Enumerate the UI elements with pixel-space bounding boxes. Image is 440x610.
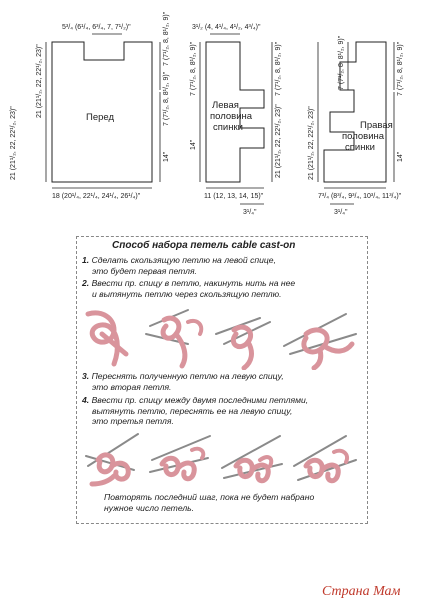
front-label: Перед: [86, 112, 115, 123]
illustration-row-2: [84, 430, 360, 488]
instructions-title: Способ набора петель cable cast-on: [112, 240, 296, 251]
front-bottom-width: 18 (20¹/₄, 22¹/₄, 24¹/₄, 26¹/₄)": [52, 193, 141, 200]
illustration-row-1: [84, 304, 360, 370]
left-back-bottom-width: 11 (12, 13, 14, 15)": [204, 193, 264, 200]
final-note-line-2: нужное число петель.: [104, 502, 195, 513]
front-left-height: 21 (21¹/₂, 22, 22¹/₂, 23)": [36, 44, 43, 118]
left-back-label-1: Левая: [212, 100, 239, 111]
third-loop-figure: [294, 436, 356, 481]
needle-between-loops-figure: [86, 434, 138, 484]
step-4-number: 4.: [82, 395, 90, 405]
step-4-line-3: это третья петля.: [92, 416, 174, 426]
step-4-line-2: вытянуть петлю, переснять ее на левую спицу,: [92, 405, 293, 416]
step-2-line-2: и вытянуть петлю через скользящую петлю.: [92, 288, 282, 299]
step-3-number: 3.: [82, 371, 90, 381]
front-left-lower: 21 (21¹/₂, 22, 22¹/₂, 23)": [10, 106, 17, 180]
front-top-width: 5³/₄ (6¹/₄, 6³/₄, 7, 7¹/₂)": [62, 24, 131, 31]
left-back-right-lower: 21 (21¹/₂, 22, 22¹/₂, 23)": [275, 104, 282, 178]
pull-loop-figure: [284, 314, 356, 368]
left-back-label-3: спинки: [213, 122, 243, 133]
front-right-lower: 14": [163, 151, 170, 162]
step-2-line-1: Ввести пр. спицу в петлю, накинуть нить на нее: [91, 278, 296, 288]
right-back-right-upper: 7 (7¹/₂, 8, 8¹/₂, 9)": [397, 41, 404, 96]
right-back-step-width: 3¹/₄": [334, 209, 348, 216]
right-back-label-3: спинки: [345, 142, 375, 153]
schematics: [0, 0, 440, 230]
left-back-label-2: половина: [210, 111, 253, 122]
step-3: [82, 371, 284, 392]
step-4: [82, 395, 308, 427]
right-back-left-upper: 7 (7¹/₂, 8, 8¹/₂, 9)": [338, 35, 345, 90]
front-right-upper: 7 (7¹/₂, 8, 8¹/₂, 9)": [163, 11, 170, 66]
left-back-step-width: 3¹/₄": [243, 209, 257, 216]
step-3-line-1: Переснять полученную петлю на левую спицу,: [91, 371, 284, 381]
step-4-line-1: Ввести пр. спицу между двумя последними петлями,: [91, 395, 309, 405]
step-1: [82, 255, 276, 276]
step-2: [82, 278, 295, 299]
wrap-yarn-figure: [216, 318, 270, 368]
final-note-line-1: Повторять последний шаг, пока не будет набрано: [104, 492, 315, 502]
right-back-bottom-width: 7³/₄ (8³/₄, 9³/₄, 10³/₄, 11³/₄)": [318, 193, 402, 200]
right-back-left-lower: 21 (21¹/₂, 22, 22¹/₂, 23)": [308, 106, 315, 180]
pull-through-figure: [150, 436, 210, 479]
right-back-right-lower: 14": [397, 151, 404, 162]
right-back-label-2: половина: [342, 131, 385, 142]
needle-insert-figure: [146, 310, 201, 366]
slip-knot-figure: [88, 313, 126, 364]
front-right-mid: 7 (7¹/₂, 8, 8¹/₂, 9)": [163, 71, 170, 126]
right-back-label-1: Правая: [360, 120, 393, 131]
final-note: [104, 492, 314, 513]
left-back-left-lower: 14": [190, 139, 197, 150]
step-3-line-2: это вторая петля.: [92, 381, 172, 392]
watermark-logo: Страна Мам: [322, 584, 401, 599]
step-2-number: 2.: [82, 278, 90, 288]
left-back-right-upper: 7 (7¹/₂, 8, 8¹/₂, 9)": [275, 41, 282, 96]
left-back-top-width: 3¹/₂ (4, 4¹/₄, 4¹/₂, 4³/₄)": [192, 24, 261, 31]
step-1-number: 1.: [82, 255, 90, 265]
right-back-outline: [324, 42, 386, 182]
transfer-loop-figure: [222, 436, 282, 481]
left-back-left-upper: 7 (7¹/₂, 8, 8¹/₂, 9)": [190, 41, 197, 96]
step-1-line-2: это будет первая петля.: [92, 265, 197, 276]
step-1-line-1: Сделать скользящую петлю на левой спице,: [91, 255, 276, 265]
